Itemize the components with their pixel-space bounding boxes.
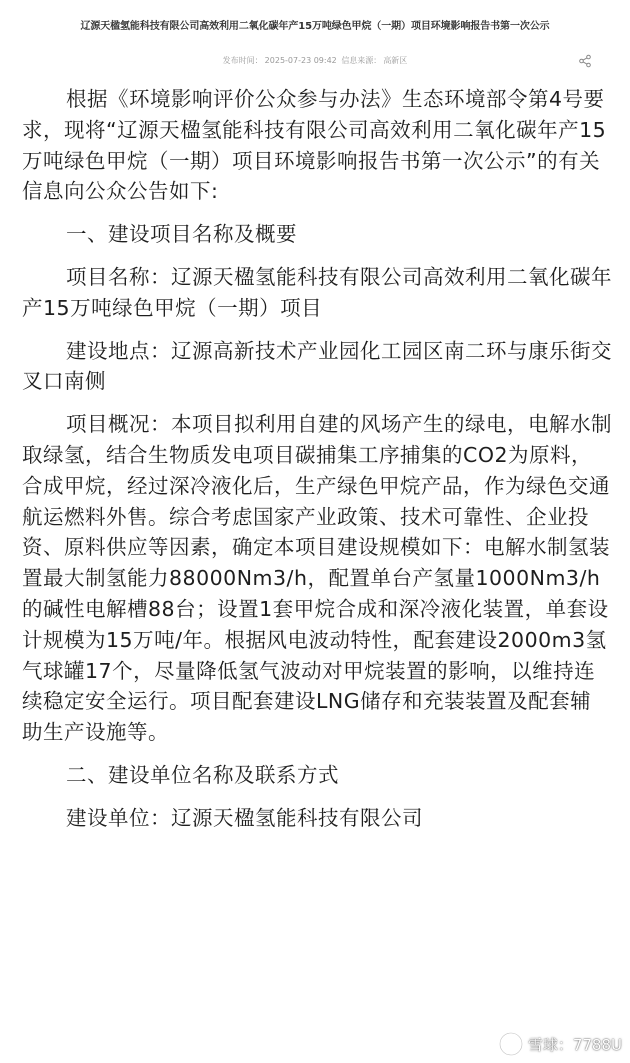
article-meta xyxy=(18,54,612,68)
source-value: 高新区 xyxy=(383,56,408,65)
paragraph-overview: 项目概况：本项目拟利用自建的风场产生的绿电，电解水制取绿氢，结合生物质发电项目碳捕集工序捕集的CO2为原料，合成甲烷，经过深冷液化后，生产绿色甲烷产品，作为绿色交通航运燃料外售。综合考虑国家产业政策、技术可靠性、企业投资、原料供应等因素，确定本项目建设规模如下：电解水制氢装置最大制氢能力88000Nm3/h，配置单台产氢量1000Nm3/h的碱性电解槽88台；设置1套甲烷合成和深冷液化装置，单套设计规模为15万吨/年。根据风电波动特性，配套建设2000m3氢气球罐17个，尽量降低氢气波动对甲烷装置的影响，以维持连续稳定安全运行。项目配套建设LNG储存和充装装置及配套辅助生产设施等。 xyxy=(22,412,612,745)
publish-label: 发布时间： xyxy=(222,56,263,65)
watermark-text: 雪球：7788U xyxy=(527,1035,622,1054)
paragraph-builder: 建设单位：辽源天楹氢能科技有限公司 xyxy=(66,805,423,830)
paragraph-project-name: 项目名称：辽源天楹氢能科技有限公司高效利用二氧化碳年产15万吨绿色甲烷（一期）项目 xyxy=(22,264,612,320)
paragraph-intro: 根据《环境影响评价公众参与办法》生态环境部令第4号要求，现将“辽源天楹氢能科技有限公司高效利用二氧化碳年产15万吨绿色甲烷（一期）项目环境影响报告书第一次公示”的有关信息向公众公告如下: xyxy=(22,87,607,204)
snowball-watermark xyxy=(498,1029,622,1059)
publish-time: 2025-07-23 09:42 xyxy=(264,56,337,65)
source-label: 信息来源： xyxy=(341,56,382,65)
section-heading-2: 二、建设单位名称及联系方式 xyxy=(66,762,339,787)
article-body xyxy=(22,84,612,846)
article-title: 辽源天楹氢能科技有限公司高效利用二氧化碳年产15万吨绿色甲烷（一期）项目环境影响报告书第一次公示 xyxy=(80,21,550,32)
section-heading-1: 一、建设项目名称及概要 xyxy=(66,222,297,247)
paragraph-location: 建设地点：辽源高新技术产业园化工园区南二环与康乐街交叉口南侧 xyxy=(22,338,612,394)
share-icon[interactable] xyxy=(578,54,592,68)
article-header xyxy=(0,0,630,80)
snowball-logo-icon xyxy=(498,1031,524,1057)
